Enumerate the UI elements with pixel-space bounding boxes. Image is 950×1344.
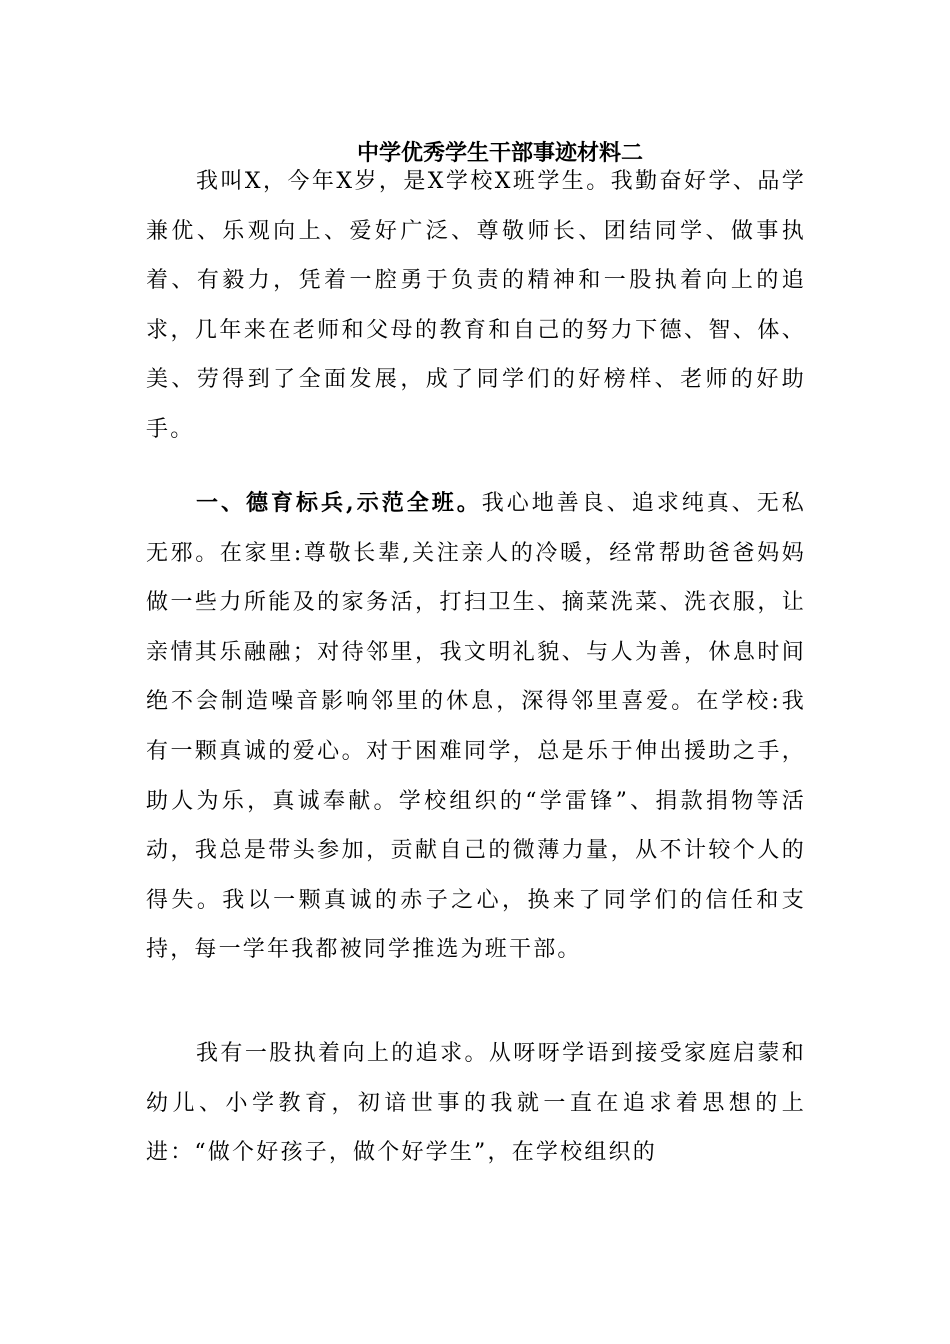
paragraph-moral-education-text: 我心地善良、追求纯真、无私无邪。在家里:尊敬长辈,关注亲人的冷暖，经常帮助爸爸妈妈做一些力所能及的家务活，打扫卫生、摘菜洗菜、洗衣服，让亲情其乐融融；对待邻里，我文明礼貌、与人为善，休息时间绝不会制造噪音影响邻里的休息，深得邻里喜爱。在学校:我有一颗真诚的爱心。对于困难同学，总是乐于伸出援助之手，助人为乐，真诚奉献。学校组织的“学雷锋”、捐款捐物等活动，我总是带头参加，贡献自己的微薄力量，从不计较个人的得失。我以一颗真诚的赤子之心，换来了同学们的信任和支持，每一学年我都被同学推选为班干部。 <box>146 491 806 963</box>
paragraph-pursuit: 我有一股执着向上的追求。从呀呀学语到接受家庭启蒙和幼儿、小学教育，初谙世事的我就一直在追求着思想的上进：“做个好孩子，做个好学生”，在学校组织的 <box>146 1041 806 1166</box>
paragraph-intro: 我叫X，今年X岁，是X学校X班学生。我勤奋好学、品学兼优、乐观向上、爱好广泛、尊敬师长、团结同学、做事执着、有毅力，凭着一腔勇于负责的精神和一股执着向上的追求，几年来在老师和父母的教育和自己的努力下德、智、体、美、劳得到了全面发展，成了同学们的好榜样、老师的好助手。 <box>146 169 806 442</box>
section-heading: 一、德育标兵,示范全班。 <box>196 490 482 516</box>
document-title: 中学优秀学生干部事迹材料二 <box>356 140 643 166</box>
paragraph-moral-education <box>146 479 806 975</box>
